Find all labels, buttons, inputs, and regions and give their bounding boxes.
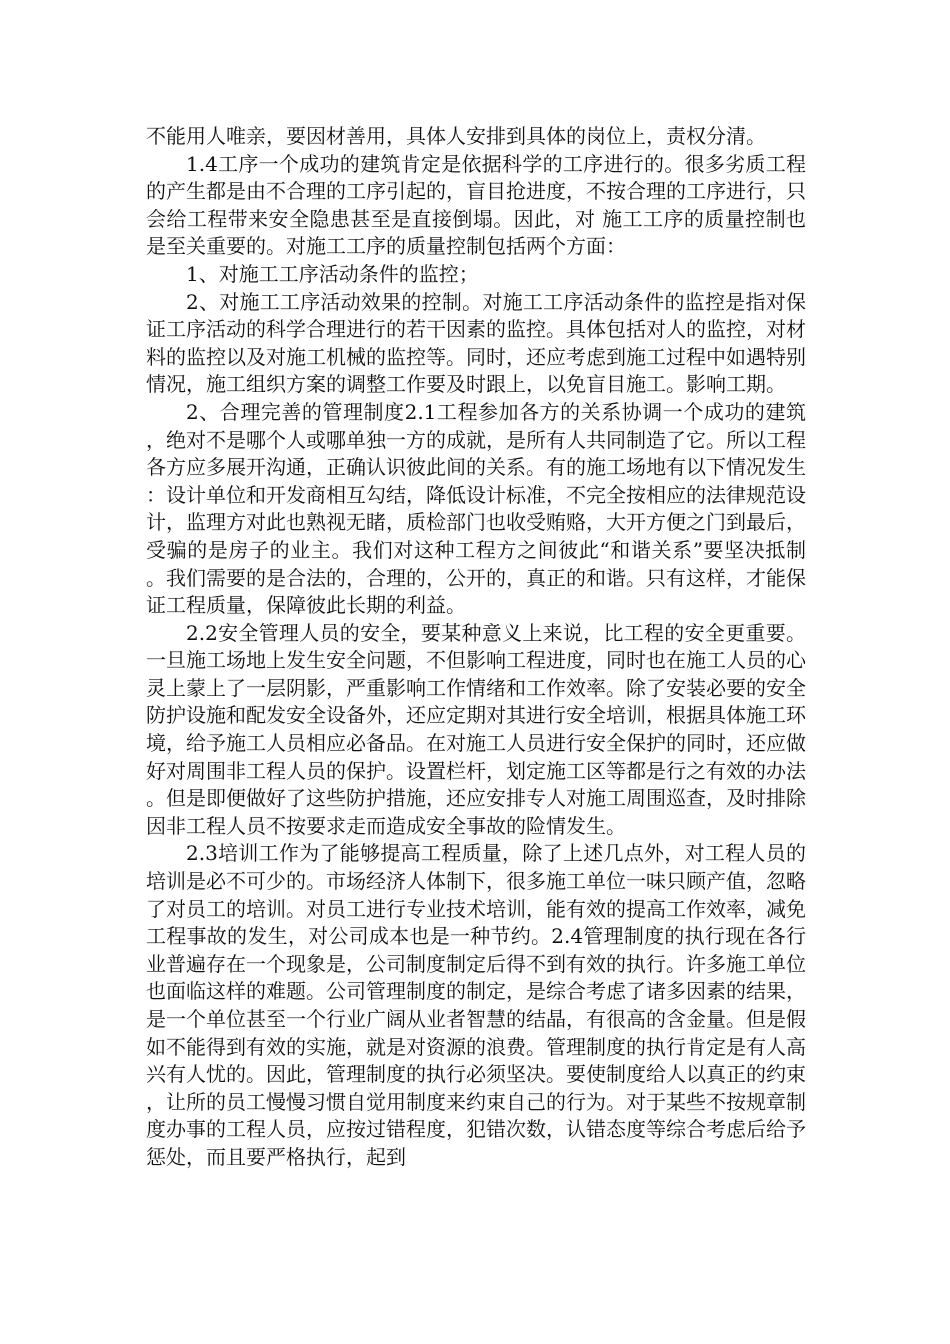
paragraph-continuation: 不能用人唯亲，要因材善用，具体人安排到具体的岗位上，责权分清。 — [146, 124, 766, 148]
paragraph-2-3-training: 2.3培训工作为了能够提高工程质量，除了上述几点外，对工程人员的培训是必不可少的。市场经济人体制下，很多施工单位一味只顾产值，忽略了对员工的培训。对员工进行专业技术培训，能有效的提高工作效率，减免工程事故的发生，对公司成本也是一种节约。2.4管理制度的执行现在各行业普遍存在一个现象是，公司制度制定后得不到有效的执行。许多施工单位也面临这样的难题。公司管理制度的制定，是综合考虑了诸多因素的结果，是一个单位甚至一个行业广阔从业者智慧的结晶，有很高的含金量。但是假如不能得到有效的实施，就是对资源的浪费。管理制度的执行肯定是有人高兴有人忧的。因此，管理制度的执行必须坚决。要使制度给人以真正的约束，让所的员工慢慢习惯自觉用制度来约束自己的行为。对于某些不按规章制度办事的工程人员，应按过错程度，犯错次数，认错态度等综合考虑后给予惩处，而且要严格执行，起到 — [146, 841, 806, 1169]
paragraph-1-4-process: 1.4工序一个成功的建筑肯定是依据科学的工序进行的。很多劣质工程的产生都是由不合理的工序引起的，盲目抢进度，不按合理的工序进行，只会给工程带来安全隐患甚至是直接倒塌。因此，对 施工工序的质量控制也是至关重要的。对施工工序的质量控制包括两个方面： — [146, 151, 806, 259]
document-body — [146, 123, 806, 1172]
paragraph-2-2-safety: 2.2安全管理人员的安全，要某种意义上来说，比工程的安全更重要。一旦施工场地上发生安全问题，不但影响工程进度，同时也在施工人员的心灵上蒙上了一层阴影，严重影响工作情绪和工作效率。除了安装必要的安全防护设施和配发安全设备外，还应定期对其进行安全培训，根据具体施工环境，给予施工人员相应必备品。在对施工人员进行安全保护的同时，还应做好对周围非工程人员的保护。设置栏杆，划定施工区等都是行之有效的办法。但是即便做好了这些防护措施，还应安排专人对施工周围巡查，及时排除因非工程人员不按要求走而造成安全事故的险情发生。 — [146, 620, 806, 838]
paragraph-item-1: 1、对施工工序活动条件的监控； — [186, 261, 479, 286]
paragraph-item-2: 2、对施工工序活动效果的控制。对施工工序活动条件的监控是指对保证工序活动的科学合理进行的若干因素的监控。具体包括对人的监控，对材料的监控以及对施工机械的监控等。同时，还应考虑到施工过程中如遇特别情况，施工组织方案的调整工作要及时跟上，以免盲目施工。影响工期。 — [146, 289, 806, 397]
paragraph-2-1-coordination: 2、合理完善的管理制度2.1工程参加各方的关系协调一个成功的建筑，绝对不是哪个人或哪单独一方的成就，是所有人共同制造了它。所以工程各方应多展开沟通，正确认识彼此间的关系。有的施工场地有以下情况发生：设计单位和开发商相互勾结，降低设计标准，不完全按相应的法律规范设计，监理方对此也熟视无睹，质检部门也收受贿赂，大开方便之门到最后，受骗的是房子的业主。我们对这种工程方之间彼此“和谐关系”要坚决抵制。我们需要的是合法的，合理的，公开的，真正的和谐。只有这样，才能保证工程质量，保障彼此长期的利益。 — [146, 399, 806, 618]
